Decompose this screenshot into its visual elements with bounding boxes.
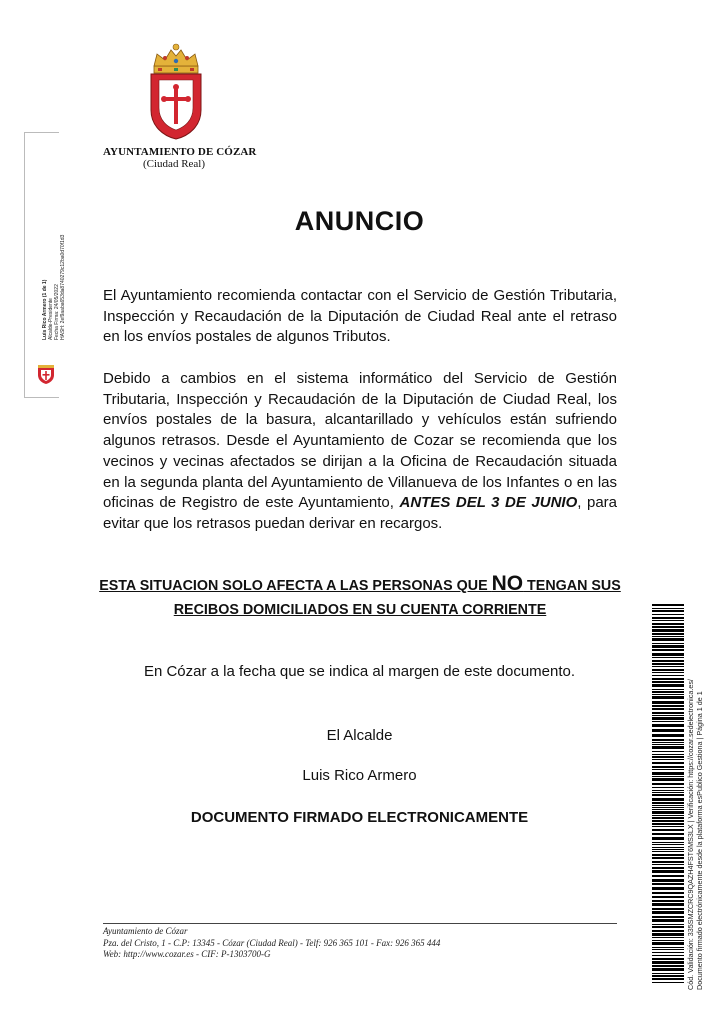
barcode-bar	[652, 678, 684, 680]
barcode-bar	[652, 794, 684, 796]
barcode-bar	[652, 916, 684, 918]
barcode-bar	[652, 708, 684, 710]
barcode-bar	[652, 769, 684, 770]
crown-icon	[154, 44, 198, 73]
signature-crest-icon	[36, 362, 56, 384]
barcode-bar	[652, 930, 684, 932]
barcode-bar	[652, 805, 684, 806]
barcode-bar	[652, 833, 684, 835]
barcode-bar	[652, 724, 684, 727]
signed-note: DOCUMENTO FIRMADO ELECTRONICAMENTE	[190, 809, 529, 826]
date-line: En Cózar a la fecha que se indica al margen de este documento.	[143, 663, 576, 680]
barcode-bar	[652, 778, 684, 781]
barcode-bar	[652, 653, 684, 656]
barcode-bar	[652, 955, 684, 956]
footer	[103, 926, 440, 961]
barcode-bar	[652, 933, 684, 936]
barcode-bar	[652, 908, 684, 910]
barcode-bar	[652, 844, 684, 845]
barcode-bar	[652, 645, 684, 648]
town-crest-logo	[145, 42, 207, 140]
barcode-bar	[652, 754, 684, 755]
barcode-bar	[652, 861, 684, 863]
barcode-bar	[652, 864, 684, 865]
barcode-bar	[652, 958, 684, 960]
barcode-bar	[652, 657, 684, 658]
barcode-bar	[652, 849, 684, 850]
barcode-bar	[652, 663, 684, 665]
barcode-bar	[652, 762, 684, 764]
barcode-bar	[652, 870, 684, 873]
barcode-bar	[652, 798, 684, 801]
barcode-bar	[652, 965, 684, 967]
verification-code: Cód. Validación: 335SMZCRC9QAZH4FST6MS3LX | Verificación: https://cozar.sedelectronica.es/	[686, 679, 695, 990]
barcode-bar	[652, 903, 684, 906]
barcode-bar	[652, 696, 684, 699]
barcode-bar	[652, 807, 684, 808]
barcode-bar	[652, 669, 684, 671]
barcode-bar	[652, 608, 684, 609]
barcode-bar	[652, 759, 684, 760]
notice-line-1	[90, 572, 630, 598]
signature-role: Alcalde-Presidente	[48, 298, 54, 340]
barcode-bar	[652, 705, 684, 707]
barcode-bar	[652, 666, 684, 667]
barcode-bar	[652, 811, 684, 814]
barcode-bar	[652, 875, 684, 877]
notice-part-1: ESTA SITUACION SOLO AFECTA A LAS PERSONAS QUE	[99, 578, 492, 594]
barcode-bar	[652, 823, 684, 825]
barcode-bar	[652, 729, 684, 732]
barcode-bar	[652, 820, 684, 822]
notice-emphasis: NO	[491, 572, 524, 595]
barcode-bar	[652, 623, 684, 625]
signature-date: Fecha Firma: 24/05/2022	[54, 284, 60, 340]
barcode-bar	[652, 867, 684, 869]
paragraph-details-end: , para evitar que los retrasos puedan derivar en recargos.	[103, 494, 617, 532]
barcode-bar	[652, 694, 684, 695]
barcode-bar	[652, 809, 684, 810]
verification-info	[686, 610, 704, 990]
page-title	[0, 206, 719, 237]
barcode-bar	[652, 691, 684, 693]
barcode-bar	[652, 851, 684, 852]
barcode-bar	[652, 949, 684, 950]
barcode-bar	[652, 854, 684, 856]
notice-block	[90, 572, 630, 622]
verification-platform: Documento firmado electrónicamente desde la plataforma esPublico Gestiona | Página 1 de 1	[695, 691, 704, 990]
barcode-bar	[652, 815, 684, 816]
footer-web: Web: http://www.cozar.es - CIF: P-1303700-G	[103, 949, 271, 959]
barcode-bar	[652, 649, 684, 651]
barcode-bar	[652, 837, 684, 840]
barcode-bar	[652, 701, 684, 704]
barcode-bar	[652, 660, 684, 662]
barcode-bar	[652, 715, 684, 716]
barcode-bar	[652, 629, 684, 632]
barcode-bar	[652, 940, 684, 941]
barcode-bar	[652, 919, 684, 922]
barcode-bar	[652, 772, 684, 775]
signature-signer: Luis Rico Armero (1 de 1)	[42, 279, 48, 340]
barcode-bar	[652, 887, 684, 890]
barcode-bar	[652, 947, 684, 948]
barcode-bar	[652, 604, 684, 606]
barcode-bar	[652, 829, 684, 831]
barcode-bar	[652, 826, 684, 827]
paragraph-intro: El Ayuntamiento recomienda contactar con el Servicio de Gestión Tributaria, Inspección y Recaudación de la Diputación de Ciudad Real ante el retraso en los envíos postales de algunos Tributos.	[103, 287, 617, 346]
barcode-bar	[652, 978, 684, 980]
barcode-bar	[652, 636, 684, 637]
barcode-bar	[652, 633, 684, 635]
barcode-bar	[652, 973, 684, 974]
barcode-bar	[652, 712, 684, 714]
barcode-bar	[652, 776, 684, 777]
barcode-bar	[652, 672, 684, 673]
barcode-bar	[652, 982, 684, 983]
barcode-bar	[652, 689, 684, 690]
barcode-bar	[652, 975, 684, 977]
barcode-bar	[652, 783, 684, 785]
barcode-bar	[652, 739, 684, 741]
mayor-name: Luis Rico Armero	[302, 767, 417, 784]
barcode-bar	[652, 766, 684, 768]
barcode-bar	[652, 883, 684, 885]
barcode-bar	[652, 802, 684, 804]
barcode-bar	[652, 620, 684, 621]
notice-line-2: RECIBOS DOMICILIADOS EN SU CUENTA CORRIENTE	[173, 602, 547, 618]
mayor-title: El Alcalde	[326, 727, 393, 744]
barcode-bar	[652, 717, 684, 720]
barcode-bar	[652, 675, 684, 676]
barcode-bar	[652, 721, 684, 722]
footer-address: Pza. del Cristo, 1 - C.P: 13345 - Cózar (Ciudad Real) - Telf: 926 365 101 - Fax: 926 365 444	[103, 937, 441, 948]
barcode-bar	[652, 626, 684, 628]
barcode-bar	[652, 790, 684, 791]
barcode-bar	[652, 643, 684, 644]
barcode-bar	[652, 792, 684, 793]
signature-hash: HASH: 2ef9aaba653da8740279c12ba0d70f1d3	[60, 234, 66, 340]
barcode-bar	[652, 614, 684, 615]
barcode-bar	[652, 892, 684, 894]
barcode-bar	[652, 926, 684, 928]
barcode-bar	[652, 742, 684, 743]
barcode-bar	[652, 842, 684, 843]
barcode-bar	[652, 911, 684, 914]
deadline-emphasis: ANTES DEL 3 DE JUNIO	[399, 494, 578, 512]
barcode-bar	[652, 968, 684, 971]
barcode-bar	[652, 617, 684, 619]
footer-divider	[103, 923, 617, 924]
barcode-bar	[652, 638, 684, 641]
barcode-bar	[652, 681, 684, 683]
barcode-bar	[652, 787, 684, 788]
barcode-bar	[652, 961, 684, 964]
barcode-bar	[652, 610, 684, 612]
barcode-bar	[652, 879, 684, 882]
barcode-bar	[652, 937, 684, 938]
header-region: (Ciudad Real)	[143, 158, 206, 170]
barcode-bar	[652, 952, 684, 953]
barcode-bar	[652, 900, 684, 902]
barcode-bar	[652, 734, 684, 737]
barcode-bar	[652, 817, 684, 819]
validation-barcode	[652, 604, 684, 984]
barcode-bar	[652, 746, 684, 749]
barcode-bar	[652, 896, 684, 898]
page-title-text: ANUNCIO	[294, 206, 425, 236]
barcode-bar	[652, 942, 684, 945]
barcode-bar	[652, 756, 684, 758]
barcode-bar	[652, 847, 684, 848]
paragraph-details-text: Debido a cambios en el sistema informático del Servicio de Gestión Tributaria, Inspección y Recaudación de la Diputación de Ciudad Real, los envíos postales de la basura, alcantarillado y vehículos están sufriendo algunos retrasos. Desde el Ayuntamiento de Cozar se recomienda que los vecinos y vecinas afectados se dirijan a la Oficina de Recaudación situada en la segunda planta del Ayuntamiento de Villanueva de los Infantes o en las oficinas de Registro de este Ayuntamiento,	[103, 370, 617, 512]
header-organization: AYUNTAMIENTO DE CÓZAR	[103, 146, 257, 158]
footer-org: Ayuntamiento de Cózar	[103, 926, 188, 936]
barcode-bar	[652, 857, 684, 859]
barcode-bar	[652, 751, 684, 752]
barcode-bar	[652, 924, 684, 925]
barcode-bar	[652, 744, 684, 745]
paragraph-details	[103, 369, 617, 535]
notice-part-2: TENGAN SUS	[523, 578, 621, 594]
barcode-bar	[652, 684, 684, 687]
